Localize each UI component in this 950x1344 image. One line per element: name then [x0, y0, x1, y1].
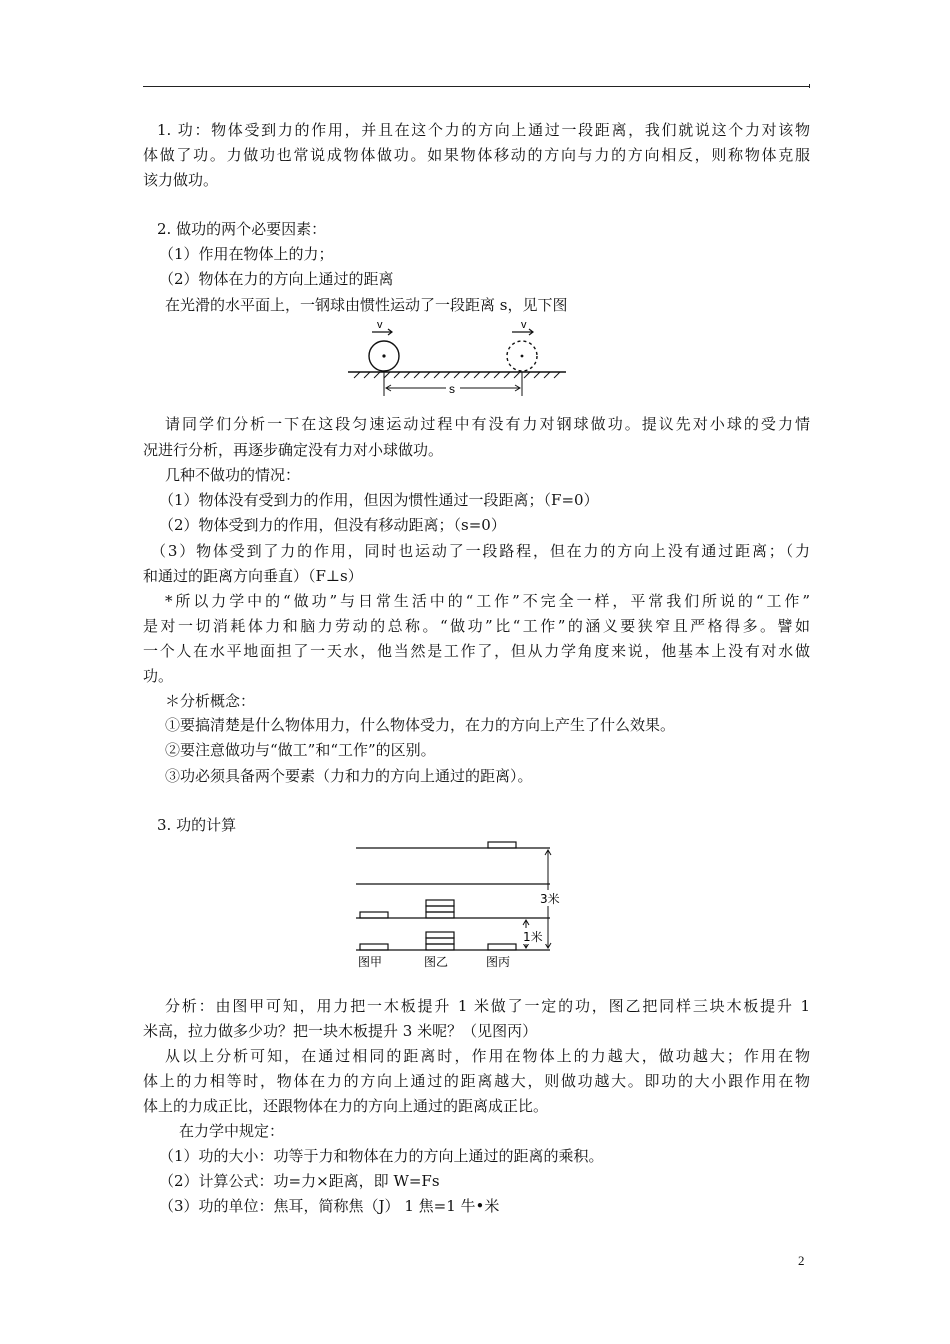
- text-line: （2）计算公式：功=力×距离，即 W=Fs: [159, 1172, 440, 1190]
- board-stack-yi-lifted: [426, 900, 454, 918]
- board-lifting-figure: [350, 838, 580, 972]
- text-line: 是对一切消耗体力和脑力劳动的总称。“做功”比“工作”的涵义要狭窄且严格得多。譬如: [143, 617, 810, 635]
- board-stack-yi-ground: [426, 932, 454, 950]
- ball-later-center-dot: [521, 355, 524, 358]
- text-line: 和通过的距离方向垂直）（F⊥s）: [143, 567, 363, 585]
- text-line: 2. 做功的两个必要因素：: [157, 220, 327, 238]
- velocity-label-left: v: [377, 319, 383, 331]
- text-line: （3）物体受到了力的作用，同时也运动了一段路程，但在力的方向上没有通过距离；（力: [151, 542, 810, 560]
- ball-inertia-figure: [340, 314, 570, 400]
- text-line: （1）功的大小：功等于力和物体在力的方向上通过的距离的乘积。: [159, 1147, 604, 1165]
- text-line: ①要搞清楚是什么物体用力，什么物体受力，在力的方向上产生了什么效果。: [165, 716, 676, 734]
- text-line: 3. 功的计算: [157, 816, 237, 834]
- text-line: （3）功的单位：焦耳，简称焦（J） 1 焦=1 牛•米: [159, 1197, 500, 1215]
- text-line: 一个人在水平地面担了一天水，他当然是工作了，但从力学角度来说，他基本上没有对水做: [143, 642, 810, 660]
- text-line: 该力做功。: [143, 171, 219, 189]
- text-line: 米高，拉力做多少功？把一块木板提升 3 米呢？（见图丙）: [143, 1022, 538, 1040]
- text-line: 几种不做功的情况：: [165, 466, 301, 484]
- page-number: 2: [798, 1253, 805, 1268]
- text-line: 在力学中规定：: [179, 1122, 285, 1140]
- text-line: 体上的力相等时，物体在力的方向上通过的距离越大，则做功越大。即功的大小跟作用在物: [143, 1072, 810, 1090]
- text-line: 从以上分析可知，在通过相同的距离时，作用在物体上的力越大，做功越大；作用在物: [165, 1047, 810, 1065]
- text-line: 况进行分析，再逐步确定没有力对小球做功。: [143, 441, 444, 459]
- ball-center-dot: [382, 354, 385, 357]
- height-label-3m: 3米: [540, 892, 560, 906]
- text-line: 分析：由图甲可知，用力把一木板提升 1 米做了一定的功，图乙把同样三块木板提升 1: [165, 997, 810, 1015]
- text-line: （2）物体受到力的作用，但没有移动距离；（s=0）: [159, 516, 506, 534]
- figure-label-jia: 图甲: [358, 955, 383, 969]
- height-label-1m: 1米: [523, 930, 543, 944]
- text-line: ③功必须具备两个要素（力和力的方向上通过的距离）。: [165, 767, 533, 785]
- text-line: 体做了功。力做功也常说成物体做功。如果物体移动的方向与力的方向相反，则称物体克服: [143, 146, 810, 164]
- velocity-label-right: v: [521, 319, 527, 331]
- text-line: 功。: [143, 667, 174, 685]
- header-rule: [143, 86, 810, 87]
- distance-label: s: [449, 382, 455, 396]
- text-line: 在光滑的水平面上，一钢球由惯性运动了一段距离 s，见下图: [165, 296, 568, 314]
- board-jia-lifted: [360, 912, 388, 918]
- figure-label-bing: 图丙: [486, 955, 511, 969]
- text-line: 1. 功：物体受到力的作用，并且在这个力的方向上通过一段距离，我们就说这个力对该物: [157, 121, 810, 139]
- text-line: *所以力学中的“做功”与日常生活中的“工作”不完全一样，平常我们所说的“工作”: [165, 592, 810, 610]
- board-bing-lifted: [488, 842, 516, 848]
- text-line: （1）作用在物体上的力；: [159, 245, 334, 263]
- text-line: 体上的力成正比，还跟物体在力的方向上通过的距离成正比。: [143, 1097, 549, 1115]
- text-line: （1）物体没有受到力的作用，但因为惯性通过一段距离；（F=0）: [159, 491, 599, 509]
- text-line: ②要注意做功与“做工”和“工作”的区别。: [165, 741, 436, 759]
- ground-hatching: [354, 372, 560, 378]
- board-jia-ground: [360, 944, 388, 950]
- text-line: （2）物体在力的方向上通过的距离: [159, 270, 394, 288]
- text-line: 请同学们分析一下在这段匀速运动过程中有没有力对钢球做功。提议先对小球的受力情: [165, 415, 810, 433]
- board-bing-ground: [488, 944, 516, 950]
- header-rule-tick: [809, 84, 810, 88]
- figure-label-yi: 图乙: [424, 955, 449, 969]
- text-line: ＊分析概念：: [165, 692, 256, 710]
